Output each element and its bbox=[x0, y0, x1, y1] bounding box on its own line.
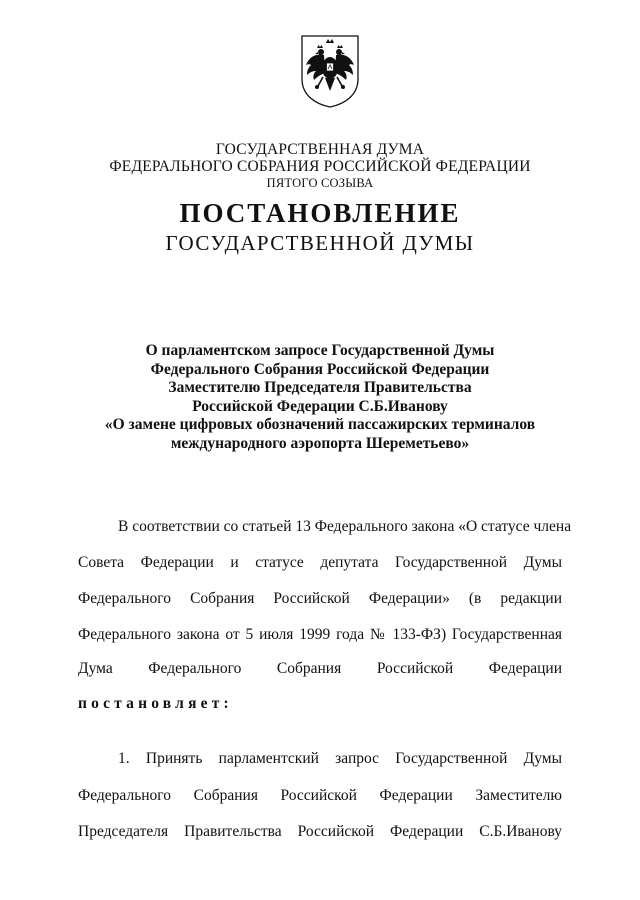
document-subject bbox=[0, 342, 640, 453]
subject-line: Заместителю Председателя Правительства bbox=[168, 379, 472, 396]
russian-coat-of-arms-icon bbox=[299, 33, 361, 109]
preamble-line: Федерального Собрания Российской Федерации» (в редакции bbox=[78, 590, 562, 607]
item-1-line: Председателя Правительства Российской Федерации С.Б.Иванову bbox=[78, 823, 562, 840]
decree-word: постановляет: bbox=[78, 695, 233, 712]
item-1-line: 1. Принять парламентский запрос Государственной Думы bbox=[118, 750, 562, 767]
header-assembly-name: ФЕДЕРАЛЬНОГО СОБРАНИЯ РОССИЙСКОЙ ФЕДЕРАЦИИ bbox=[109, 158, 531, 175]
subject-line: «О замене цифровых обозначений пассажирских терминалов bbox=[104, 416, 536, 433]
document-subtitle: ГОСУДАРСТВЕННОЙ ДУМЫ bbox=[165, 231, 475, 255]
header-convocation: ПЯТОГО СОЗЫВА bbox=[266, 176, 374, 190]
preamble-line: Федерального закона от 5 июля 1999 года № 133-ФЗ) Государственная bbox=[78, 626, 562, 643]
header-duma-name: ГОСУДАРСТВЕННАЯ ДУМА bbox=[215, 141, 425, 158]
subject-line: Российской Федерации С.Б.Иванову bbox=[192, 397, 448, 415]
item-1-line: Федерального Собрания Российской Федерации Заместителю bbox=[78, 787, 562, 804]
preamble-line: Дума Федерального Собрания Российской Федерации bbox=[78, 660, 562, 677]
document-title: ПОСТАНОВЛЕНИЕ bbox=[179, 198, 461, 228]
subject-line: О парламентском запросе Государственной Думы bbox=[145, 342, 495, 359]
preamble-line: Совета Федерации и статусе депутата Государственной Думы bbox=[78, 554, 562, 571]
subject-line: международного аэропорта Шереметьево» bbox=[170, 434, 470, 452]
subject-line: Федерального Собрания Российской Федерации bbox=[150, 360, 490, 378]
preamble-line: В соответствии со статьей 13 Федерального закона «О статусе члена bbox=[118, 518, 572, 535]
